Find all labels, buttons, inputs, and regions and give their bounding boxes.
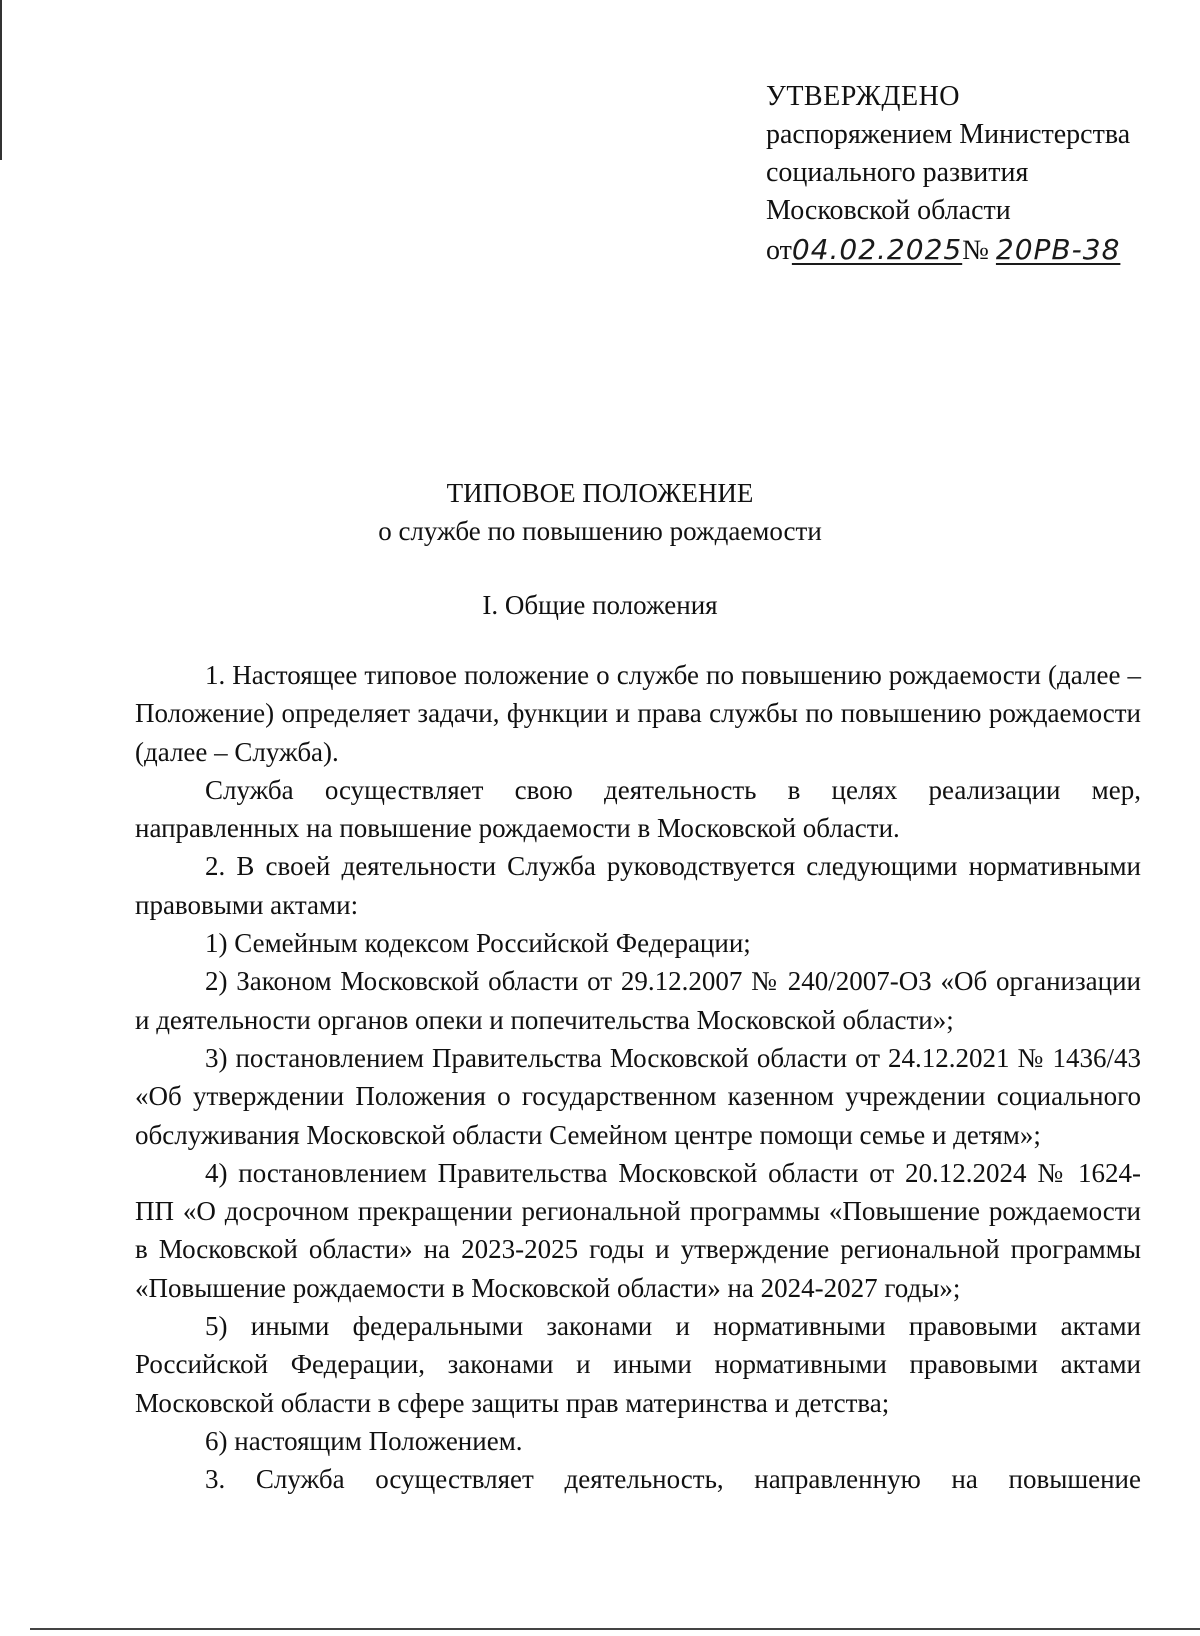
approval-title: УТВЕРЖДЕНО [766, 81, 961, 112]
paragraph-10: 3. Служба осуществляет деятельность, направленную на повышение [205, 1464, 1141, 1495]
paragraph-1: 1. Настоящее типовое положение о службе по повышению рождаемости (далее – Положение) определяет задачи, функции и права службы по повышению рождаемости (далее – Служба). [135, 660, 1141, 767]
scan-edge-left [0, 0, 2, 160]
approval-stamp-block [766, 78, 1130, 270]
paragraph-2: Служба осуществляет свою деятельность в целях реализации мер, направленных на повышение рождаемости в Московской области. [135, 774, 1141, 844]
approval-line-3: Московской области [766, 195, 1011, 226]
document-title: ТИПОВОЕ ПОЛОЖЕНИЕ [446, 478, 754, 508]
document-body [135, 656, 1141, 1499]
handwritten-date: 04.02.2025 [791, 233, 963, 266]
number-sign: № [962, 235, 989, 266]
document-subtitle: о службе по повышению рождаемости [378, 516, 822, 546]
handwritten-number: 20РВ-38 [995, 233, 1121, 266]
date-prefix: от [766, 235, 792, 266]
paragraph-4: 1) Семейным кодексом Российской Федерации; [205, 928, 751, 959]
scan-edge-bottom [30, 1628, 1200, 1630]
paragraph-7: 4) постановлением Правительства Московской области от 20.12.2024 № 1624-ПП «О досрочном прекращении региональной программы «Повышение рождаемости в Московской области» на 2023-2025 годы и утверждение региональной программы «Повышение рождаемости в Московской области» на 2024-2027 годы»; [135, 1157, 1141, 1303]
paragraph-6: 3) постановлением Правительства Московской области от 24.12.2021 № 1436/43 «Об утверждении Положения о государственном казенном учреждении социального обслуживания Московской области Семейном центре помощи семье и детям»; [135, 1042, 1141, 1150]
paragraph-3: 2. В своей деятельности Служба руководствуется следующими нормативными правовыми актами: [135, 851, 1141, 920]
paragraph-9: 6) настоящим Положением. [205, 1425, 523, 1456]
approval-date-line [766, 231, 1130, 270]
approval-line-2: социального развития [766, 157, 1029, 188]
approval-line-1: распоряжением Министерства [766, 119, 1131, 150]
paragraph-5: 2) Законом Московской области от 29.12.2007 № 240/2007-ОЗ «Об организации и деятельности органов опеки и попечительства Московской области»; [135, 966, 1141, 1035]
section-heading: I. Общие положения [482, 590, 718, 620]
paragraph-8: 5) иными федеральными законами и нормативными правовыми актами Российской Федерации, законами и иными нормативными правовыми актами Московской области в сфере защиты прав материнства и детства; [135, 1311, 1141, 1418]
